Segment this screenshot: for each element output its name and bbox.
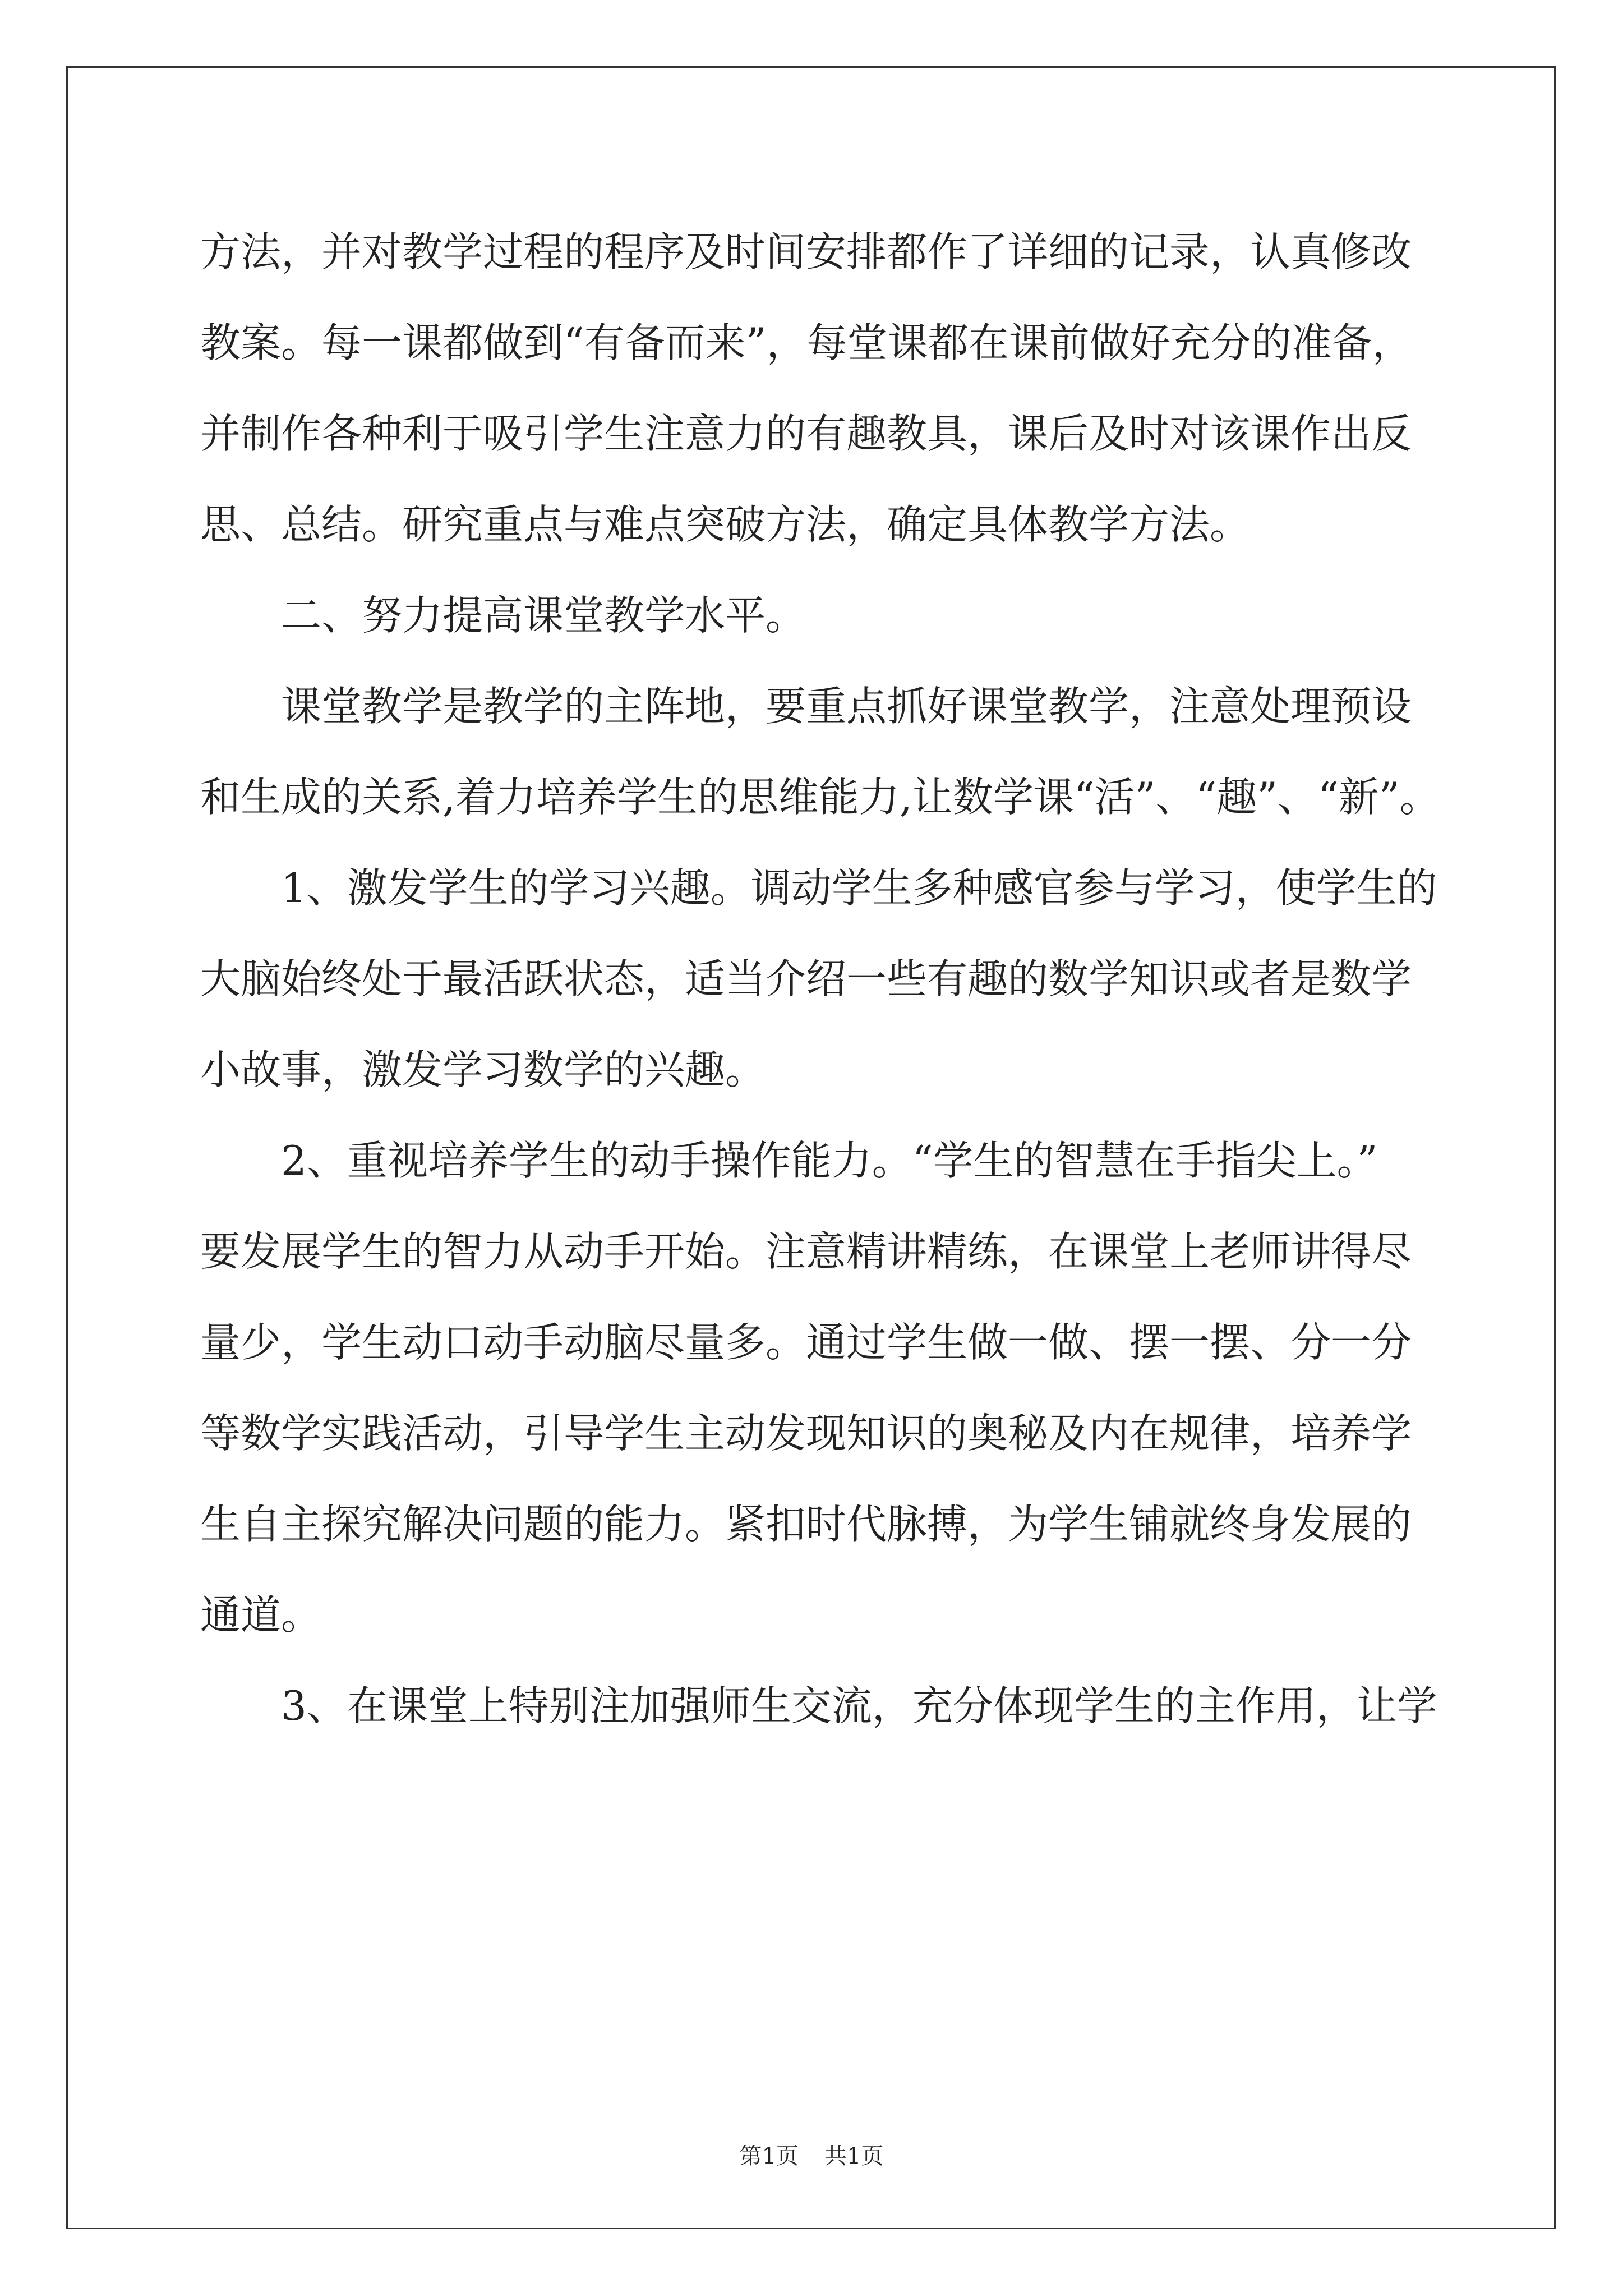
body-line-12: 要发展学生的智力从动手开始。注意精讲精练，在课堂上老师讲得尽 <box>200 1228 1412 1275</box>
body-line-9: 大脑始终处于最活跃状态，适当介绍一些有趣的数学知识或者是数学 <box>200 955 1412 1002</box>
body-line-6: 课堂教学是教学的主阵地，要重点抓好课堂教学，注意处理预设 <box>281 683 1412 730</box>
body-line-13: 量少，学生动口动手动脑尽量多。通过学生做一做、摆一摆、分一分 <box>200 1319 1412 1366</box>
body-line-14: 等数学实践活动，引导学生主动发现知识的奥秘及内在规律，培养学 <box>200 1410 1412 1457</box>
body-line-10: 小故事，激发学习数学的兴趣。 <box>200 1046 766 1093</box>
body-line-4: 思、总结。研究重点与难点突破方法，确定具体教学方法。 <box>200 501 1251 548</box>
page-number: 第1页 <box>739 2143 799 2169</box>
page-total: 共1页 <box>824 2143 884 2169</box>
body-line-7: 和生成的关系,着力培养学生的思维能力,让数学课“活”、“趣”、“新”。 <box>200 774 1440 821</box>
body-line-8: 1、激发学生的学习兴趣。调动学生多种感官参与学习，使学生的 <box>281 864 1437 912</box>
body-line-17: 3、在课堂上特别注加强师生交流，充分体现学生的主作用，让学 <box>281 1682 1437 1729</box>
section-heading-2: 二、努力提高课堂教学水平。 <box>281 592 806 639</box>
body-line-2: 教案。每一课都做到“有备而来”，每堂课都在课前做好充分的准备， <box>200 319 1413 366</box>
body-line-1: 方法，并对教学过程的程序及时间安排都作了详细的记录，认真修改 <box>200 228 1412 275</box>
body-line-15: 生自主探究解决问题的能力。紧扣时代脉搏，为学生铺就终身发展的 <box>200 1501 1412 1548</box>
body-line-3: 并制作各种利于吸引学生注意力的有趣教具，课后及时对该课作出反 <box>200 410 1412 457</box>
body-line-11: 2、重视培养学生的动手操作能力。“学生的智慧在手指尖上。” <box>281 1137 1378 1184</box>
body-line-16: 通道。 <box>200 1591 322 1639</box>
page-footer <box>0 2138 1623 2170</box>
